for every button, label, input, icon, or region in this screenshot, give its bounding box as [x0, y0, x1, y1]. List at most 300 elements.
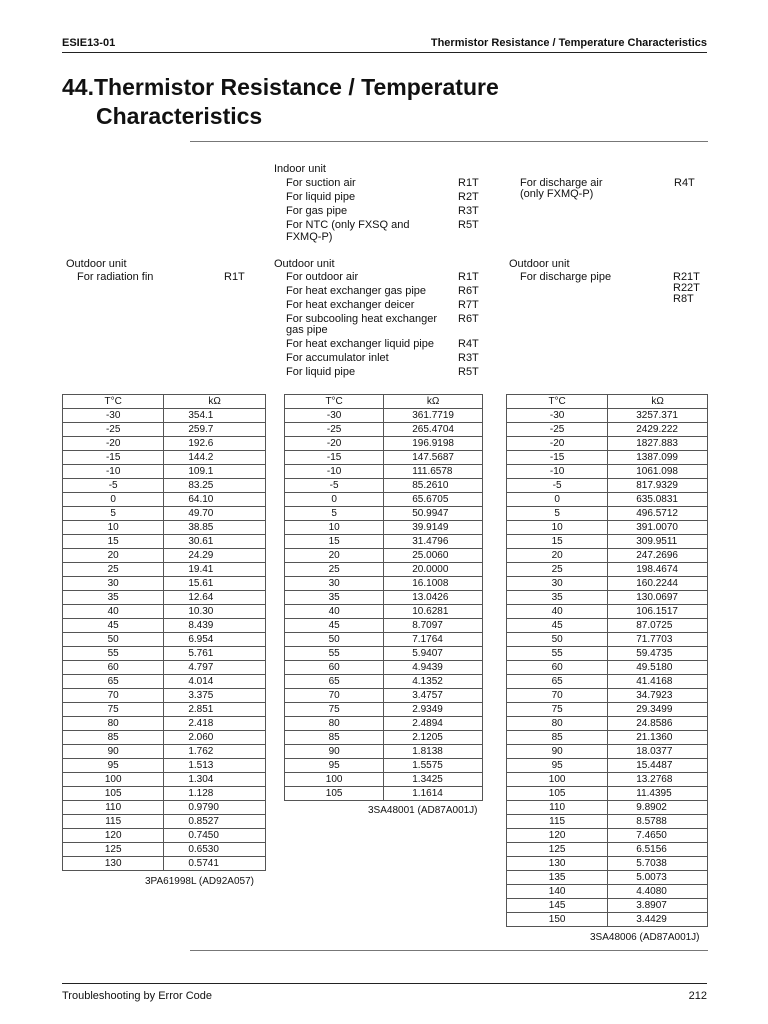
temp-cell: 100 [285, 773, 384, 787]
resistance-cell: 391.0070 [608, 521, 708, 535]
temp-cell: 100 [63, 773, 164, 787]
col-header-temp: T°C [63, 395, 164, 409]
table-row [285, 437, 483, 451]
resistance-cell: 21.1360 [608, 731, 708, 745]
table-row [285, 745, 483, 759]
table-row [507, 787, 708, 801]
table-row [63, 577, 266, 591]
resistance-cell: 13.0426 [384, 591, 483, 605]
indoor-item-code: R3T [458, 205, 479, 217]
table-row [63, 661, 266, 675]
temp-cell: 15 [285, 535, 384, 549]
resistance-cell: 10.30 [164, 605, 266, 619]
resistance-cell: 30.61 [164, 535, 266, 549]
resistance-cell: 5.9407 [384, 647, 483, 661]
table-row [507, 885, 708, 899]
temp-cell: -15 [507, 451, 608, 465]
table-row [507, 493, 708, 507]
table-row [63, 479, 266, 493]
resistance-cell: 1.128 [164, 787, 266, 801]
table-row [63, 689, 266, 703]
table-row [507, 591, 708, 605]
temp-cell: 5 [285, 507, 384, 521]
temp-cell: 40 [63, 605, 164, 619]
resistance-cell: 8.439 [164, 619, 266, 633]
temp-cell: 75 [63, 703, 164, 717]
table-row [63, 619, 266, 633]
table-row [285, 661, 483, 675]
temp-cell: 55 [507, 647, 608, 661]
temp-cell: 140 [507, 885, 608, 899]
resistance-table-1 [62, 394, 266, 871]
temp-cell: 115 [507, 815, 608, 829]
temp-cell: -25 [285, 423, 384, 437]
outdoor-mid-item-code: R4T [458, 338, 479, 350]
temp-cell: 5 [63, 507, 164, 521]
table-row [285, 731, 483, 745]
table-row [285, 675, 483, 689]
page-title-line1: 44.Thermistor Resistance / Temperature [62, 74, 499, 100]
temp-cell: 45 [285, 619, 384, 633]
resistance-cell: 4.9439 [384, 661, 483, 675]
resistance-cell: 15.61 [164, 577, 266, 591]
table-row [507, 759, 708, 773]
temp-cell: 0 [63, 493, 164, 507]
table-row [507, 409, 708, 423]
temp-cell: -5 [507, 479, 608, 493]
outdoor-left-item-label: For radiation fin [77, 271, 154, 283]
temp-cell: 50 [63, 633, 164, 647]
resistance-cell: 2.4894 [384, 717, 483, 731]
temp-cell: -25 [507, 423, 608, 437]
table-row [507, 717, 708, 731]
resistance-cell: 2.851 [164, 703, 266, 717]
table-row [507, 913, 708, 927]
temp-cell: 85 [285, 731, 384, 745]
discharge-air-label: For discharge air [520, 177, 603, 189]
outdoor-mid-heading: Outdoor unit [274, 258, 335, 270]
table-header-row [285, 395, 483, 409]
resistance-cell: 64.10 [164, 493, 266, 507]
resistance-cell: 3.4757 [384, 689, 483, 703]
resistance-cell: 20.0000 [384, 563, 483, 577]
table-row [285, 535, 483, 549]
temp-cell: 90 [63, 745, 164, 759]
table-row [507, 661, 708, 675]
resistance-cell: 147.5687 [384, 451, 483, 465]
resistance-cell: 50.9947 [384, 507, 483, 521]
resistance-cell: 3257.371 [608, 409, 708, 423]
table-row [63, 717, 266, 731]
resistance-cell: 8.7097 [384, 619, 483, 633]
table-row [63, 605, 266, 619]
indoor-item-label: For liquid pipe [286, 191, 356, 203]
table-row [285, 577, 483, 591]
indoor-item-code: R5T [458, 219, 479, 231]
discharge-air-label-cont: (only FXMQ-P) [520, 188, 594, 200]
outdoor-right-item-code: R22T [673, 282, 700, 294]
resistance-cell: 1.1614 [384, 787, 483, 801]
table-row [285, 409, 483, 423]
outdoor-right-item-label: For discharge pipe [520, 271, 612, 283]
temp-cell: 125 [507, 843, 608, 857]
resistance-cell: 59.4735 [608, 647, 708, 661]
table-row [507, 423, 708, 437]
temp-cell: 25 [507, 563, 608, 577]
temp-cell: 65 [285, 675, 384, 689]
temp-cell: -30 [285, 409, 384, 423]
table-row [507, 815, 708, 829]
table-2-caption: 3SA48001 (AD87A001J) [368, 805, 478, 816]
resistance-cell: 2.418 [164, 717, 266, 731]
table-row [285, 703, 483, 717]
temp-cell: 25 [63, 563, 164, 577]
table-row [507, 633, 708, 647]
resistance-cell: 265.4704 [384, 423, 483, 437]
resistance-cell: 635.0831 [608, 493, 708, 507]
temp-cell: -15 [63, 451, 164, 465]
table-3-caption: 3SA48006 (AD87A001J) [590, 932, 700, 943]
indoor-heading: Indoor unit [274, 163, 326, 175]
col-header-kohm: kΩ [384, 395, 483, 409]
indoor-item-label: For gas pipe [286, 205, 348, 217]
temp-cell: 0 [285, 493, 384, 507]
temp-cell: 95 [507, 759, 608, 773]
temp-cell: 45 [63, 619, 164, 633]
resistance-cell: 6.954 [164, 633, 266, 647]
temp-cell: 60 [285, 661, 384, 675]
resistance-cell: 16.1008 [384, 577, 483, 591]
resistance-cell: 1061.098 [608, 465, 708, 479]
page-title-line2: Characteristics [96, 103, 263, 129]
temp-cell: 10 [285, 521, 384, 535]
bottom-divider [190, 950, 708, 951]
temp-cell: 115 [63, 815, 164, 829]
resistance-cell: 1.304 [164, 773, 266, 787]
outdoor-mid-item-code: R6T [458, 313, 479, 325]
table-row [285, 759, 483, 773]
temp-cell: 65 [63, 675, 164, 689]
temp-cell: 130 [507, 857, 608, 871]
resistance-cell: 2.1205 [384, 731, 483, 745]
temp-cell: -10 [285, 465, 384, 479]
col-header-temp: T°C [285, 395, 384, 409]
resistance-cell: 1.5575 [384, 759, 483, 773]
temp-cell: 90 [507, 745, 608, 759]
temp-cell: 55 [285, 647, 384, 661]
resistance-cell: 29.3499 [608, 703, 708, 717]
resistance-cell: 144.2 [164, 451, 266, 465]
outdoor-mid-item-code: R5T [458, 366, 479, 378]
temp-cell: 75 [507, 703, 608, 717]
col-header-temp: T°C [507, 395, 608, 409]
resistance-cell: 7.4650 [608, 829, 708, 843]
resistance-cell: 354.1 [164, 409, 266, 423]
resistance-cell: 0.7450 [164, 829, 266, 843]
indoor-item-code: R1T [458, 177, 479, 189]
outdoor-right-item-code: R21T [673, 271, 700, 283]
temp-cell: 80 [285, 717, 384, 731]
outdoor-left-item-code: R1T [224, 271, 245, 283]
table-row [63, 829, 266, 843]
table-row [285, 563, 483, 577]
resistance-cell: 309.9511 [608, 535, 708, 549]
table-row [507, 605, 708, 619]
temp-cell: 120 [63, 829, 164, 843]
temp-cell: 70 [285, 689, 384, 703]
temp-cell: 15 [63, 535, 164, 549]
table-header-row [507, 395, 708, 409]
resistance-cell: 83.25 [164, 479, 266, 493]
temp-cell: 30 [285, 577, 384, 591]
resistance-cell: 0.8527 [164, 815, 266, 829]
temp-cell: 35 [285, 591, 384, 605]
table-row [63, 759, 266, 773]
table-row [507, 675, 708, 689]
resistance-cell: 49.70 [164, 507, 266, 521]
temp-cell: 20 [285, 549, 384, 563]
resistance-cell: 65.6705 [384, 493, 483, 507]
table-row [507, 703, 708, 717]
outdoor-mid-item-label: For outdoor air [286, 271, 359, 283]
resistance-cell: 3.4429 [608, 913, 708, 927]
page-number: 212 [688, 990, 707, 1002]
temp-cell: 0 [507, 493, 608, 507]
temp-cell: 45 [507, 619, 608, 633]
resistance-cell: 7.1764 [384, 633, 483, 647]
temp-cell: 70 [507, 689, 608, 703]
indoor-item-label-cont: FXMQ-P) [286, 231, 333, 243]
temp-cell: 30 [63, 577, 164, 591]
discharge-air-code: R4T [674, 177, 695, 189]
resistance-cell: 109.1 [164, 465, 266, 479]
resistance-cell: 5.7038 [608, 857, 708, 871]
table-row [63, 633, 266, 647]
resistance-cell: 4.797 [164, 661, 266, 675]
outdoor-left-heading: Outdoor unit [66, 258, 127, 270]
table-row [63, 815, 266, 829]
outdoor-mid-item-code: R1T [458, 271, 479, 283]
resistance-cell: 0.9790 [164, 801, 266, 815]
table-row [507, 689, 708, 703]
table-row [507, 437, 708, 451]
resistance-cell: 3.8907 [608, 899, 708, 913]
table-row [285, 465, 483, 479]
table-row [63, 563, 266, 577]
table-row [285, 423, 483, 437]
temp-cell: -20 [285, 437, 384, 451]
temp-cell: -30 [507, 409, 608, 423]
resistance-cell: 5.761 [164, 647, 266, 661]
temp-cell: -10 [507, 465, 608, 479]
resistance-cell: 87.0725 [608, 619, 708, 633]
resistance-cell: 0.6530 [164, 843, 266, 857]
temp-cell: 95 [63, 759, 164, 773]
outdoor-mid-item-label: For liquid pipe [286, 366, 356, 378]
table-row [285, 689, 483, 703]
table-row [63, 493, 266, 507]
table-row [63, 703, 266, 717]
outdoor-mid-item-label: For heat exchanger deicer [286, 299, 415, 311]
temp-cell: 75 [285, 703, 384, 717]
temp-cell: 55 [63, 647, 164, 661]
col-header-kohm: kΩ [164, 395, 266, 409]
temp-cell: 30 [507, 577, 608, 591]
temp-cell: 85 [507, 731, 608, 745]
table-row [507, 619, 708, 633]
temp-cell: 50 [507, 633, 608, 647]
temp-cell: 105 [285, 787, 384, 801]
table-row [285, 591, 483, 605]
resistance-cell: 198.4674 [608, 563, 708, 577]
temp-cell: 70 [63, 689, 164, 703]
temp-cell: 5 [507, 507, 608, 521]
temp-cell: 80 [507, 717, 608, 731]
table-row [507, 899, 708, 913]
resistance-cell: 12.64 [164, 591, 266, 605]
table-row [285, 521, 483, 535]
resistance-cell: 34.7923 [608, 689, 708, 703]
table-row [507, 465, 708, 479]
resistance-cell: 4.4080 [608, 885, 708, 899]
table-row [285, 605, 483, 619]
page-title [62, 73, 499, 131]
resistance-cell: 31.4796 [384, 535, 483, 549]
temp-cell: 145 [507, 899, 608, 913]
table-row [285, 773, 483, 787]
table-row [285, 787, 483, 801]
resistance-cell: 130.0697 [608, 591, 708, 605]
temp-cell: 65 [507, 675, 608, 689]
table-row [507, 451, 708, 465]
temp-cell: 150 [507, 913, 608, 927]
temp-cell: 130 [63, 857, 164, 871]
outdoor-mid-item-code: R7T [458, 299, 479, 311]
temp-cell: 20 [507, 549, 608, 563]
table-row [63, 535, 266, 549]
resistance-cell: 361.7719 [384, 409, 483, 423]
resistance-cell: 24.8586 [608, 717, 708, 731]
resistance-cell: 6.5156 [608, 843, 708, 857]
table-row [285, 717, 483, 731]
outdoor-mid-item-label-cont: gas pipe [286, 324, 328, 336]
table-row [507, 731, 708, 745]
temp-cell: 20 [63, 549, 164, 563]
table-row [507, 549, 708, 563]
table-row [63, 423, 266, 437]
resistance-cell: 71.7703 [608, 633, 708, 647]
table-row [285, 479, 483, 493]
outdoor-mid-item-label: For subcooling heat exchanger [286, 313, 438, 325]
doc-code: ESIE13-01 [62, 37, 116, 49]
table-row [63, 549, 266, 563]
col-header-kohm: kΩ [608, 395, 708, 409]
resistance-cell: 106.1517 [608, 605, 708, 619]
temp-cell: -15 [285, 451, 384, 465]
temp-cell: 110 [63, 801, 164, 815]
temp-cell: 105 [507, 787, 608, 801]
resistance-cell: 817.9329 [608, 479, 708, 493]
temp-cell: 50 [285, 633, 384, 647]
resistance-cell: 5.0073 [608, 871, 708, 885]
temp-cell: 40 [285, 605, 384, 619]
table-row [507, 535, 708, 549]
temp-cell: 105 [63, 787, 164, 801]
resistance-cell: 2429.222 [608, 423, 708, 437]
header-divider [62, 52, 707, 53]
resistance-cell: 18.0377 [608, 745, 708, 759]
table-row [507, 773, 708, 787]
resistance-cell: 2.060 [164, 731, 266, 745]
resistance-cell: 19.41 [164, 563, 266, 577]
temp-cell: -20 [63, 437, 164, 451]
temp-cell: 60 [63, 661, 164, 675]
resistance-cell: 15.4487 [608, 759, 708, 773]
table-row [63, 409, 266, 423]
table-row [507, 857, 708, 871]
indoor-item-code: R2T [458, 191, 479, 203]
resistance-cell: 1.762 [164, 745, 266, 759]
resistance-cell: 24.29 [164, 549, 266, 563]
resistance-cell: 85.2610 [384, 479, 483, 493]
temp-cell: 125 [63, 843, 164, 857]
table-row [507, 563, 708, 577]
table-row [507, 801, 708, 815]
table-row [507, 577, 708, 591]
table-row [285, 619, 483, 633]
table-row [285, 493, 483, 507]
resistance-cell: 25.0060 [384, 549, 483, 563]
temp-cell: 135 [507, 871, 608, 885]
table-row [507, 843, 708, 857]
outdoor-mid-item-label: For heat exchanger gas pipe [286, 285, 427, 297]
table-row [285, 451, 483, 465]
table-row [507, 871, 708, 885]
temp-cell: 35 [63, 591, 164, 605]
table-row [63, 675, 266, 689]
table-row [507, 745, 708, 759]
temp-cell: -5 [63, 479, 164, 493]
indoor-item-label: For suction air [286, 177, 356, 189]
temp-cell: 10 [63, 521, 164, 535]
resistance-cell: 49.5180 [608, 661, 708, 675]
table-row [63, 507, 266, 521]
resistance-cell: 11.4395 [608, 787, 708, 801]
resistance-cell: 13.2768 [608, 773, 708, 787]
resistance-cell: 247.2696 [608, 549, 708, 563]
table-1-caption: 3PA61998L (AD92A057) [145, 876, 254, 887]
resistance-cell: 192.6 [164, 437, 266, 451]
resistance-cell: 3.375 [164, 689, 266, 703]
table-row [507, 479, 708, 493]
temp-cell: -25 [63, 423, 164, 437]
temp-cell: 40 [507, 605, 608, 619]
resistance-cell: 0.5741 [164, 857, 266, 871]
table-row [63, 465, 266, 479]
table-row [285, 507, 483, 521]
table-row [285, 647, 483, 661]
temp-cell: 90 [285, 745, 384, 759]
temp-cell: 35 [507, 591, 608, 605]
outdoor-right-heading: Outdoor unit [509, 258, 570, 270]
table-row [507, 829, 708, 843]
outdoor-right-item-code: R8T [673, 293, 694, 305]
resistance-cell: 160.2244 [608, 577, 708, 591]
resistance-cell: 111.6578 [384, 465, 483, 479]
resistance-cell: 1.8138 [384, 745, 483, 759]
temp-cell: 25 [285, 563, 384, 577]
table-row [63, 647, 266, 661]
